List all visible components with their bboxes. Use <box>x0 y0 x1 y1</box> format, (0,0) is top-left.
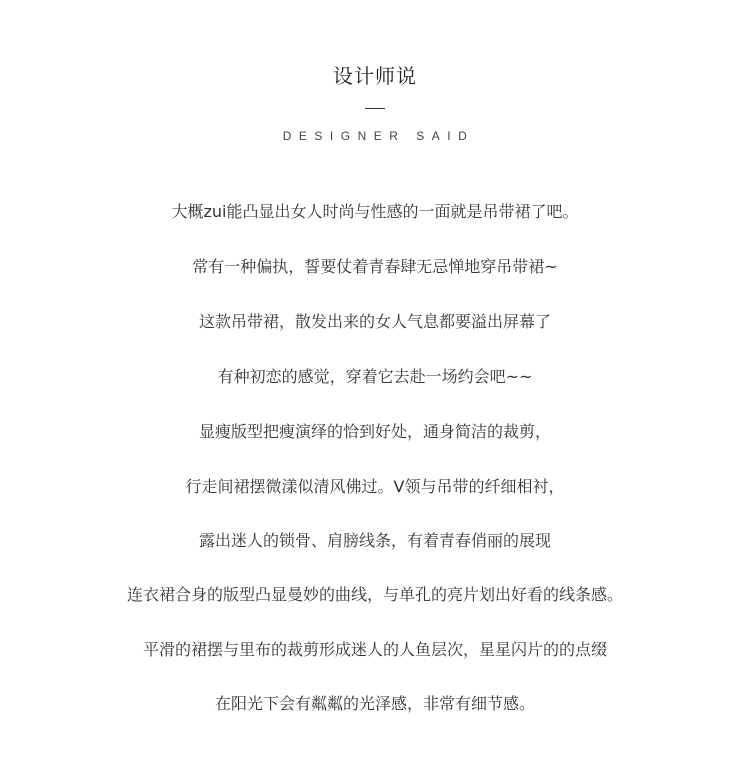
description-line-8: 连衣裙合身的版型凸显曼妙的曲线，与单孔的亮片划出好看的线条感。 <box>126 585 623 604</box>
section-subtitle: DESIGNER SAID <box>282 129 475 143</box>
description-line-2: 常有一种偏执，誓要仗着青春肆无忌惮地穿吊带裙~ <box>192 257 558 276</box>
description-line-1: 大概zui能凸显出女人时尚与性感的一面就是吊带裙了吧。 <box>171 202 579 221</box>
description-line-7: 露出迷人的锁骨、肩膀线条，有着青春俏丽的展现 <box>198 531 551 550</box>
description-line-3: 这款吊带裙，散发出来的女人气息都要溢出屏幕了 <box>198 312 551 331</box>
section-title: 设计师说 <box>333 64 417 88</box>
description-line-4: 有种初恋的感觉，穿着它去赴一场约会吧~~ <box>217 367 533 386</box>
description-line-10: 在阳光下会有粼粼的光泽感，非常有细节感。 <box>214 694 535 713</box>
title-divider <box>365 108 385 109</box>
description-line-9: 平滑的裙摆与里布的裁剪形成迷人的人鱼层次，星星闪片的的点缀 <box>142 640 607 659</box>
description-line-5: 显瘦版型把瘦演绎的恰到好处，通身简洁的裁剪， <box>198 422 551 441</box>
description-line-6: 行走间裙摆微漾似清风佛过。V领与吊带的纤细相衬， <box>185 477 565 496</box>
